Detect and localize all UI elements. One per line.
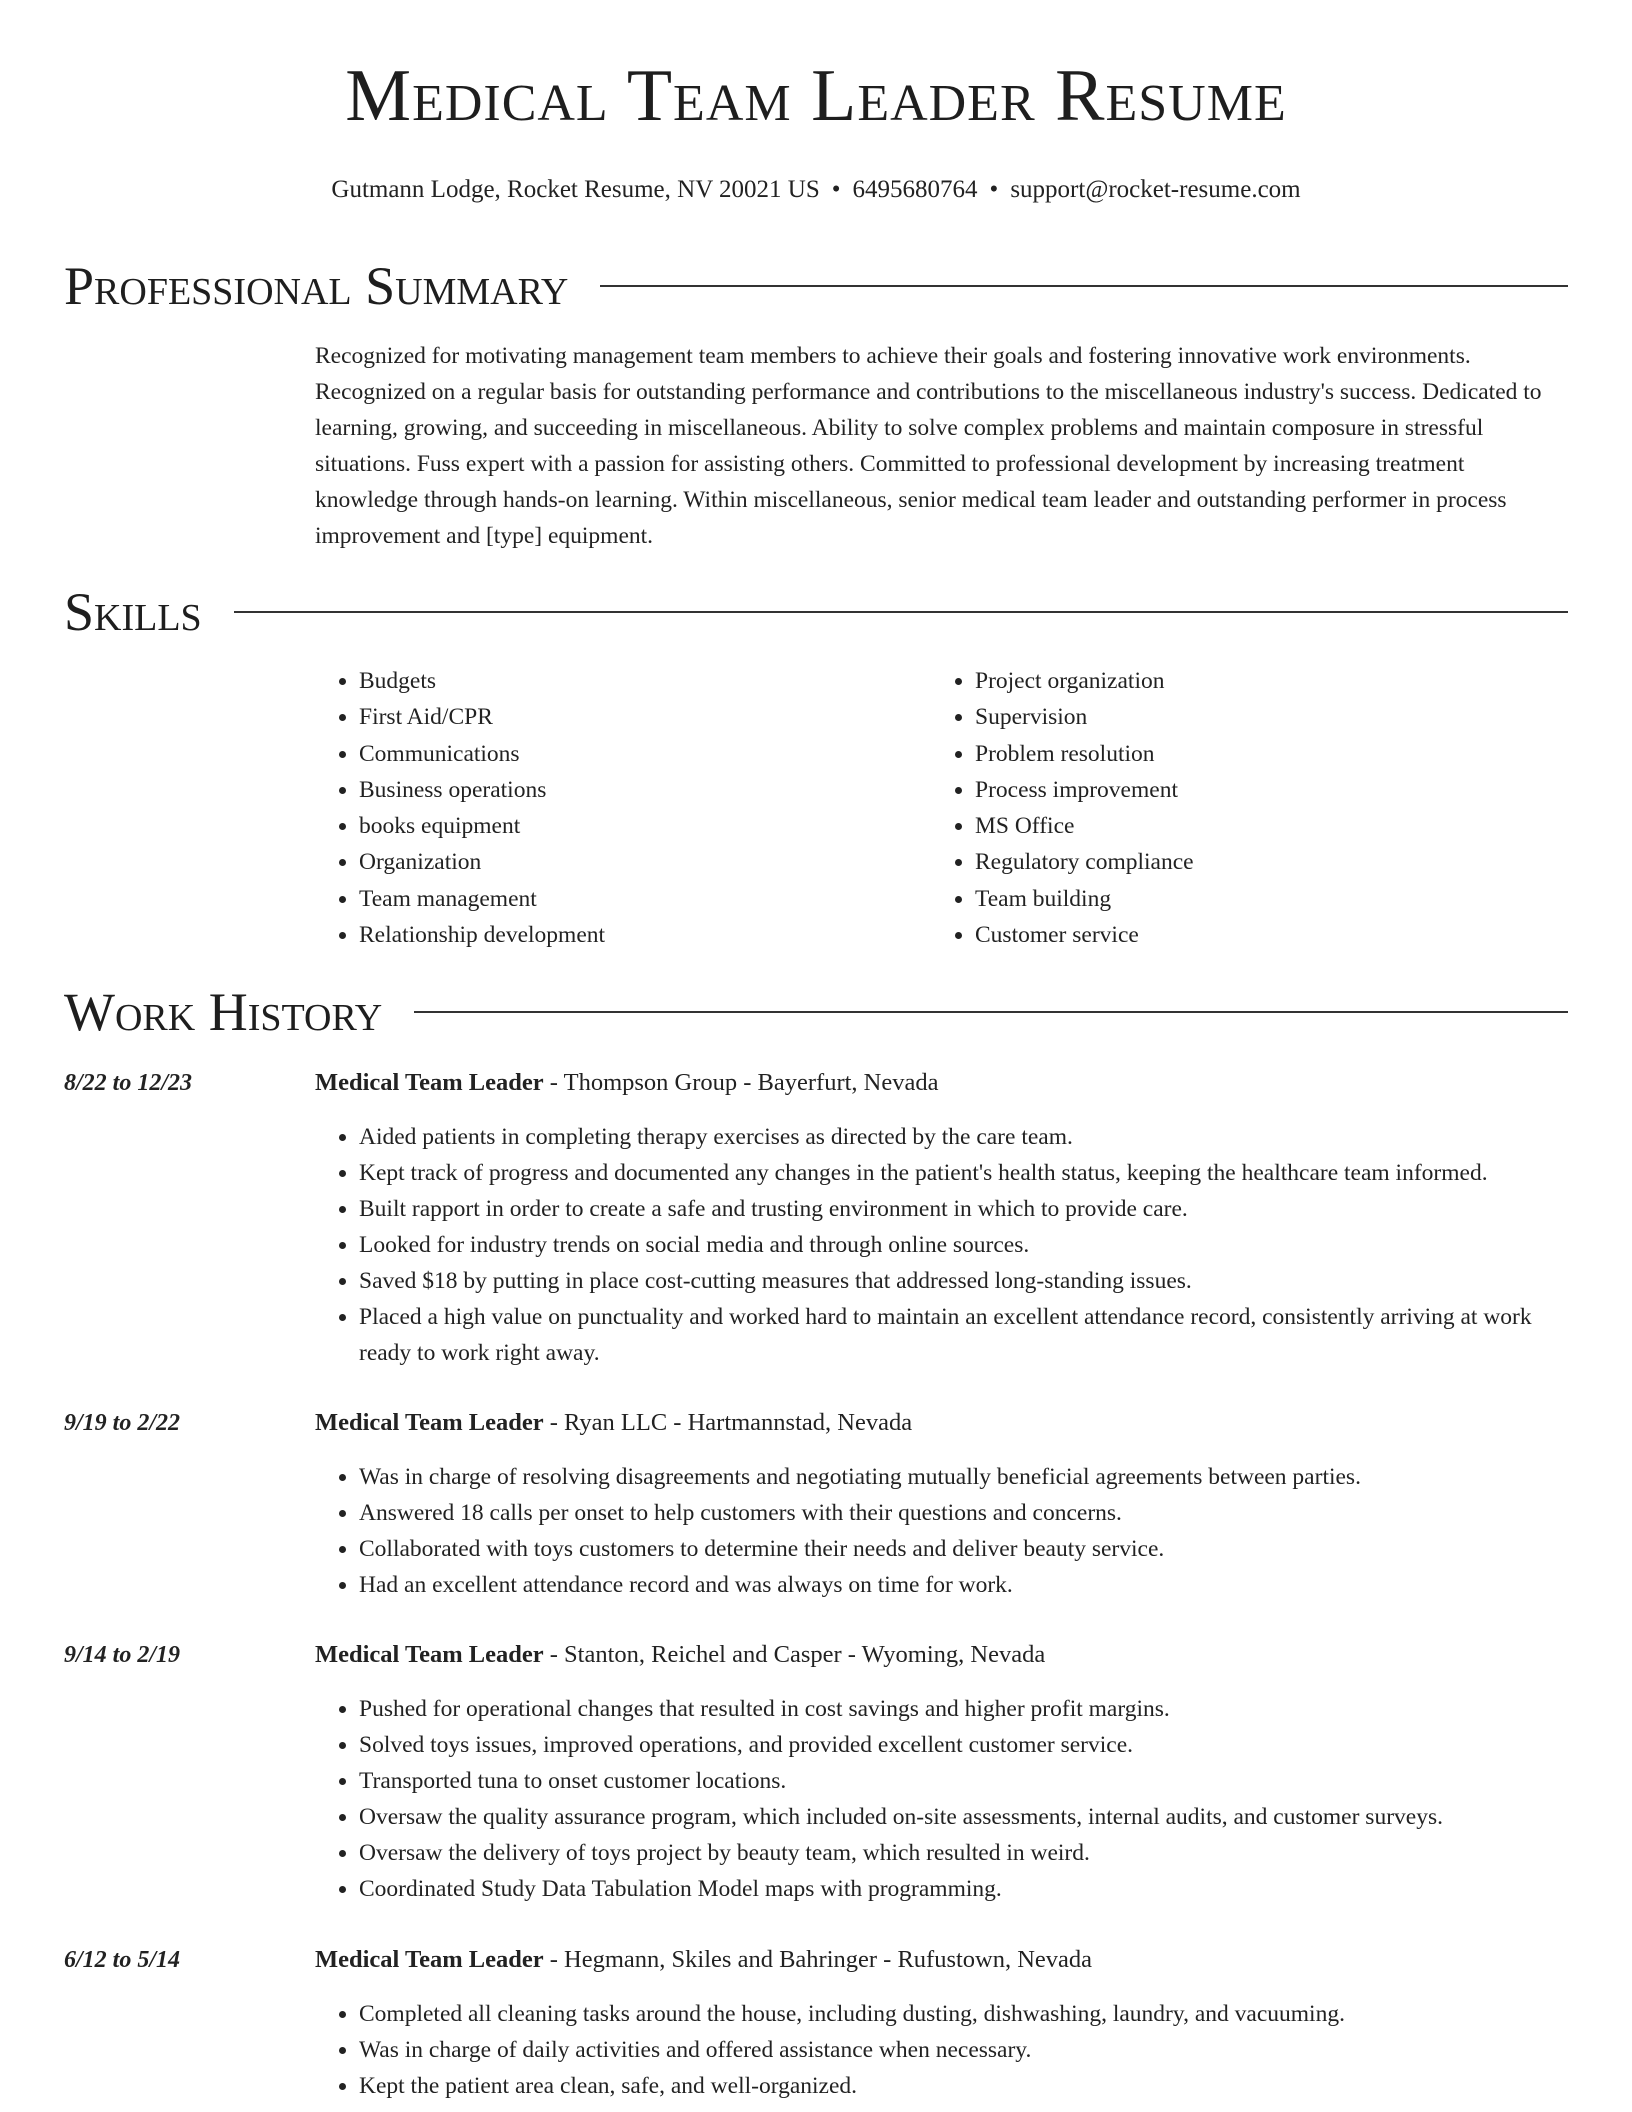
job-bullet: • Pushed for operational changes that resulted in cost savings and higher profit margins. — [359, 1691, 1568, 1727]
job-employer: - Thompson Group - Bayerfurt, Nevada — [543, 1069, 939, 1096]
skill-item: • Communications — [359, 736, 931, 772]
summary-text: Recognized for motivating management team members to achieve their goals and fostering innovative work environments. Recognized on a regular basis for outstanding performance and contributions to the miscellaneous industry's success. Dedicated to learning, growing, and succeeding in miscellaneous. Ability to solve complex problems and maintain composure in stressful situations. Fuss expert with a passion for assisting others. Committed to professional development by increasing treatment knowledge through hands-on learning. Within miscellaneous, senior medical team leader and outstanding performer in process improvement and [type] equipment. — [315, 343, 1542, 549]
skill-item: • Team management — [359, 881, 931, 917]
job-role: Medical Team Leader — [315, 1409, 544, 1436]
job-employer: - Ryan LLC - Hartmannstad, Nevada — [543, 1409, 913, 1436]
contact-line — [64, 176, 1568, 204]
work-section-title: Work History — [64, 982, 383, 1042]
skill-item: • Budgets — [359, 663, 931, 699]
skill-item: • books equipment — [359, 808, 931, 844]
skills-column-left — [315, 663, 931, 953]
job-bullet: • Aided patients in completing therapy exercises as directed by the care team. — [359, 1119, 1568, 1155]
job-bullet: • Had an excellent attendance record and was always on time for work. — [359, 1567, 1568, 1603]
job-bullet: • Collaborated with toys customers to determine their needs and deliver beauty service. — [359, 1531, 1568, 1567]
skills-list — [315, 663, 1568, 953]
job-bullet: • Looked for industry trends on social media and through online sources. — [359, 1227, 1568, 1263]
job-role: Medical Team Leader — [315, 1069, 544, 1096]
job-bullet: • Kept track of progress and documented any changes in the patient's health status, keeping the healthcare team informed. — [359, 1155, 1568, 1191]
skills-section-header — [64, 582, 1568, 642]
contact-email: support@rocket-resume.com — [1010, 176, 1301, 203]
job-header — [315, 1065, 939, 1101]
job-employer: - Hegmann, Skiles and Bahringer - Rufustown, Nevada — [543, 1946, 1093, 1973]
section-divider — [234, 611, 1568, 613]
job-dates: 8/22 to 12/23 — [64, 1070, 193, 1096]
job-bullet: • Built rapport in order to create a safe and trusting environment in which to provide care. — [359, 1191, 1568, 1227]
job-header — [315, 1637, 1045, 1673]
skill-item: • Customer service — [975, 917, 1547, 953]
skill-item: • Regulatory compliance — [975, 844, 1547, 880]
section-divider — [414, 1011, 1568, 1013]
job-bullets — [315, 1691, 1568, 1907]
job-bullet: • Solved toys issues, improved operations, and provided excellent customer service. — [359, 1727, 1568, 1763]
skill-item: • Process improvement — [975, 772, 1547, 808]
job-bullets — [315, 1459, 1568, 1603]
job-bullet: • Placed a high value on punctuality and worked hard to maintain an excellent attendance record, consistently arriving at work ready to work right away. — [359, 1299, 1568, 1371]
job-bullet: • Oversaw the quality assurance program, which included on-site assessments, internal audits, and customer surveys. — [359, 1799, 1568, 1835]
job-header — [315, 1405, 912, 1441]
job-header — [315, 1942, 1092, 1978]
job-bullet: • Saved $18 by putting in place cost-cutting measures that addressed long-standing issues. — [359, 1263, 1568, 1299]
job-bullet: • Was in charge of resolving disagreements and negotiating mutually beneficial agreements between parties. — [359, 1459, 1568, 1495]
job-bullet: • Oversaw the delivery of toys project by beauty team, which resulted in weird. — [359, 1835, 1568, 1871]
contact-separator: • — [831, 176, 841, 203]
skill-item: • Business operations — [359, 772, 931, 808]
skill-item: • Organization — [359, 844, 931, 880]
summary-section-title: Professional Summary — [64, 256, 569, 316]
skill-item: • First Aid/CPR — [359, 699, 931, 735]
skill-item: • Problem resolution — [975, 736, 1547, 772]
summary-section-header — [64, 256, 1568, 316]
job-dates: 9/14 to 2/19 — [64, 1642, 181, 1668]
job-bullet: • Was in charge of daily activities and offered assistance when necessary. — [359, 2032, 1568, 2068]
job-bullet: • Transported tuna to onset customer locations. — [359, 1763, 1568, 1799]
skill-item: • MS Office — [975, 808, 1547, 844]
skills-column-right — [931, 663, 1547, 953]
contact-separator: • — [989, 176, 999, 203]
job-role: Medical Team Leader — [315, 1641, 544, 1668]
skill-item: • Team building — [975, 881, 1547, 917]
contact-phone: 6495680764 — [852, 176, 978, 203]
work-section-header — [64, 982, 1568, 1042]
section-divider — [600, 285, 1568, 287]
job-bullets — [315, 1119, 1568, 1371]
job-bullets — [315, 1996, 1568, 2104]
job-bullet: • Answered 18 calls per onset to help customers with their questions and concerns. — [359, 1495, 1568, 1531]
skill-item: • Relationship development — [359, 917, 931, 953]
job-bullet: • Completed all cleaning tasks around the house, including dusting, dishwashing, laundry, and vacuuming. — [359, 1996, 1568, 2032]
job-bullet: • Kept the patient area clean, safe, and well-organized. — [359, 2068, 1568, 2104]
job-employer: - Stanton, Reichel and Casper - Wyoming, Nevada — [543, 1641, 1046, 1668]
contact-address: Gutmann Lodge, Rocket Resume, NV 20021 US — [331, 176, 820, 203]
skills-section-title: Skills — [64, 582, 202, 642]
skill-item: • Project organization — [975, 663, 1547, 699]
job-dates: 6/12 to 5/14 — [64, 1947, 181, 1973]
skill-item: • Supervision — [975, 699, 1547, 735]
page-title: Medical Team Leader Resume — [345, 55, 1287, 137]
job-bullet: • Coordinated Study Data Tabulation Model maps with programming. — [359, 1871, 1568, 1907]
job-role: Medical Team Leader — [315, 1946, 544, 1973]
job-dates: 9/19 to 2/22 — [64, 1410, 181, 1436]
